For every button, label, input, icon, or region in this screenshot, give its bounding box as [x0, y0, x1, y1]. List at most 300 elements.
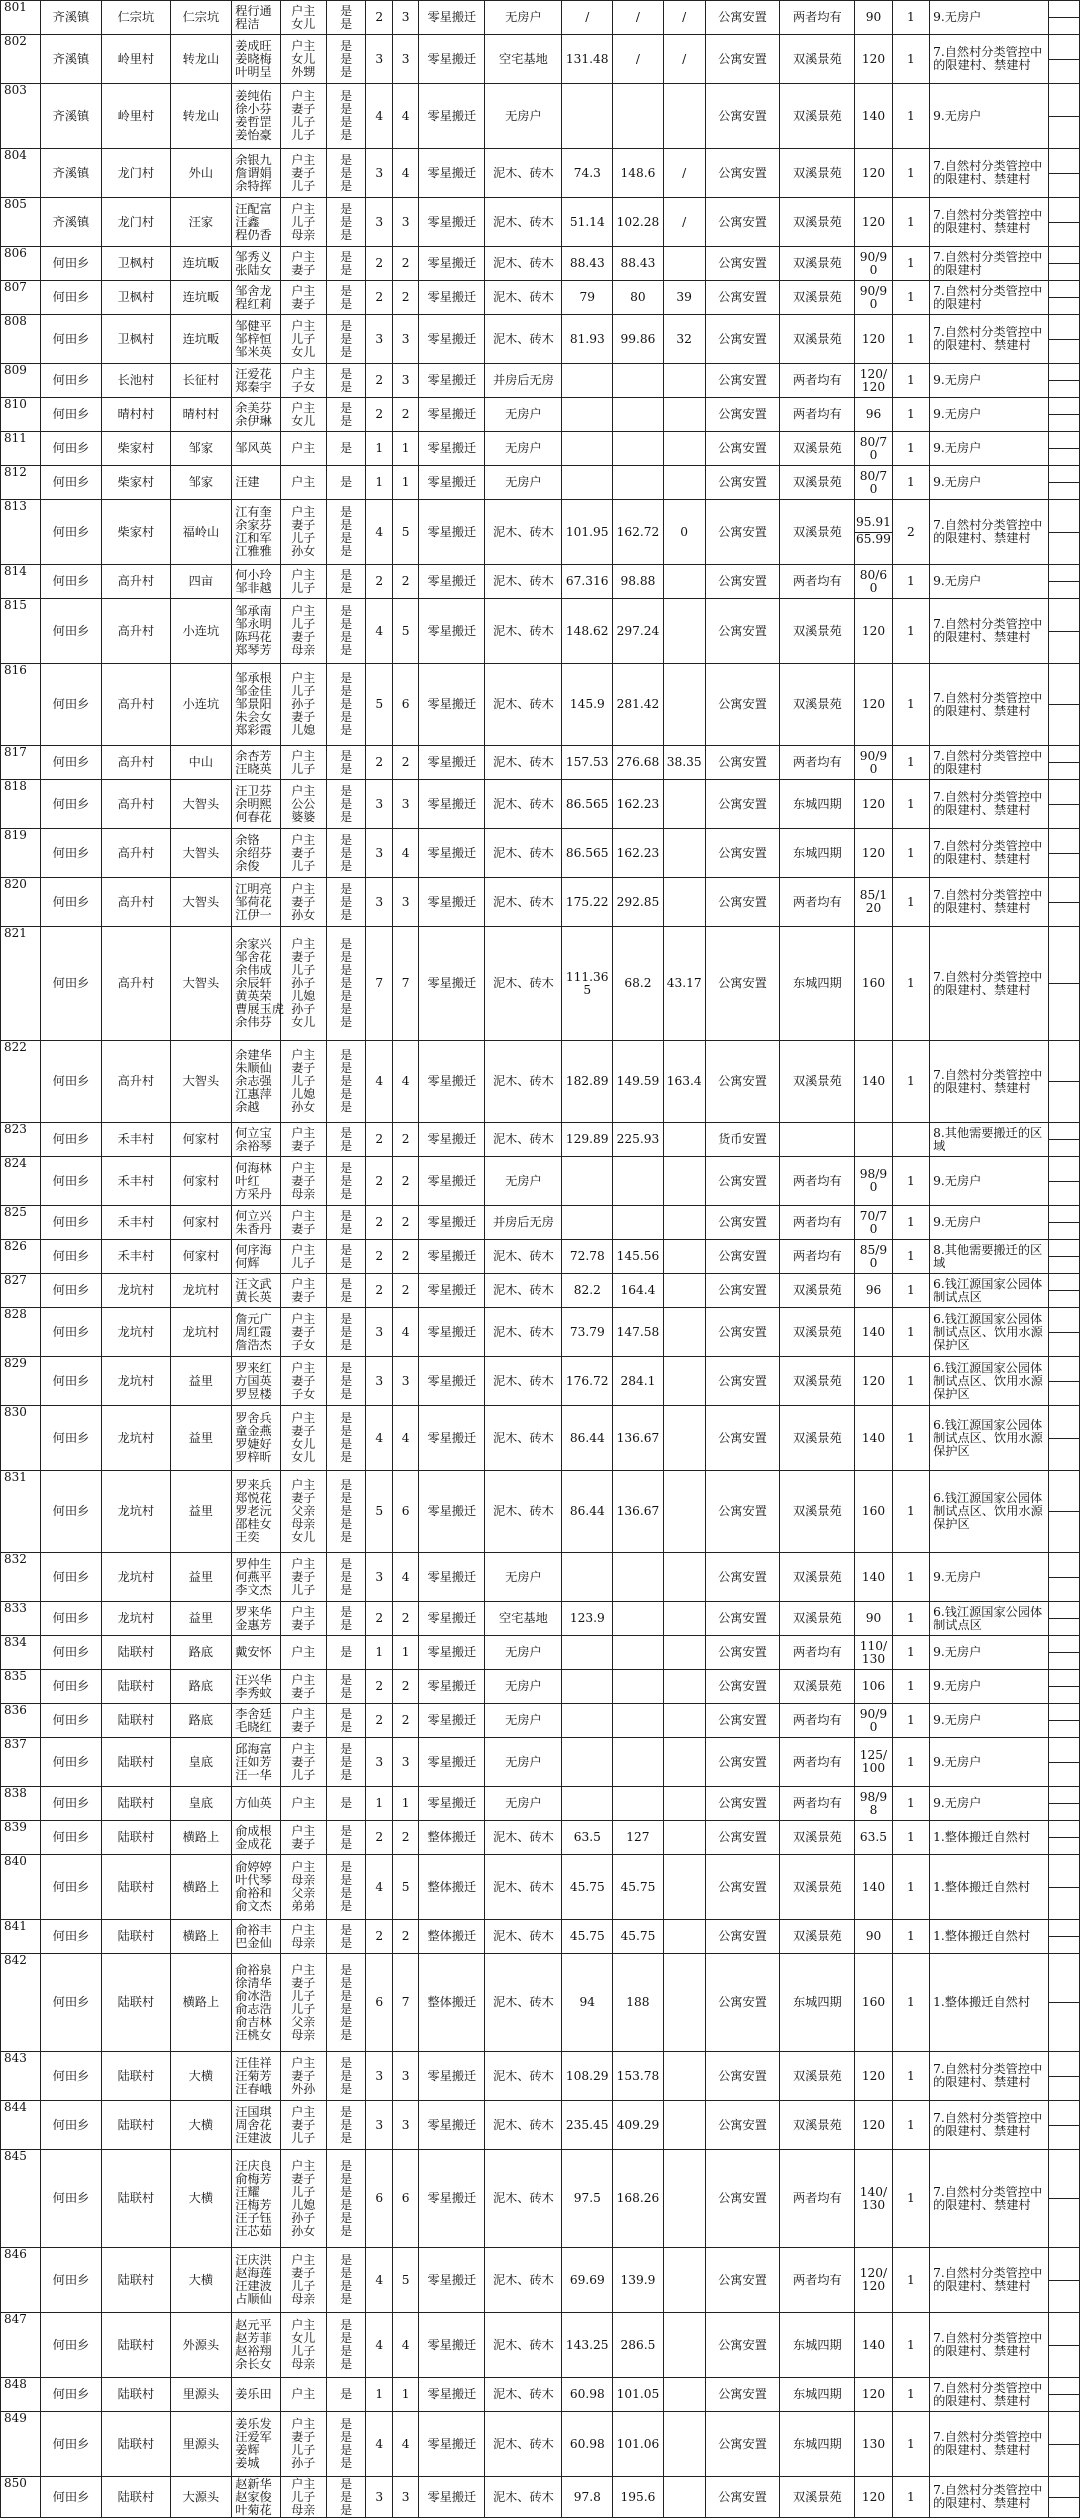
blank-trailing-cell: [1049, 664, 1080, 746]
member-relation: 妻子: [291, 262, 316, 277]
area-2-cell: 147.58: [613, 1308, 664, 1357]
member-name: 罗婕好: [235, 1437, 272, 1451]
group-cell: 大横: [170, 2101, 232, 2150]
apartment-size-cell: 120: [855, 2477, 892, 2518]
area-1-cell: 86.565: [562, 829, 613, 878]
member-name: 余特挥: [235, 178, 272, 193]
house-structure-cell: 空宅基地: [485, 1602, 562, 1636]
resettlement-method-cell: 公寓安置: [705, 1406, 780, 1471]
blank-trailing-cell: [1049, 500, 1080, 565]
member-relations-cell: [280, 398, 326, 432]
member-name: 汪桃女: [235, 2027, 272, 2042]
area-3-cell: [663, 2052, 705, 2101]
member-flag: 是: [340, 2318, 353, 2332]
member-name: 叶明呈: [235, 64, 272, 79]
row-number: 842: [1, 1954, 41, 2052]
group-cell: 龙坑村: [170, 1274, 232, 1308]
group-cell: 横路上: [170, 1855, 232, 1920]
member-name: 李舍廷: [235, 1706, 272, 1721]
blank-subcell: [1049, 1887, 1079, 1904]
area-1-cell: 86.44: [562, 1406, 613, 1471]
table-row: [1, 780, 1080, 829]
blank-subcell: [1049, 1438, 1079, 1455]
household-count-cell: 2: [366, 1602, 392, 1636]
area-2-cell: 162.72: [613, 500, 664, 565]
area-3-cell: [663, 1738, 705, 1787]
member-flags-cell: [326, 2378, 366, 2412]
area-2-cell: 162.23: [613, 780, 664, 829]
resettlement-method-cell: 公寓安置: [705, 315, 780, 364]
village-cell: 陆联村: [102, 2101, 170, 2150]
household-count-cell: 2: [366, 281, 392, 315]
member-flag: 是: [340, 2104, 353, 2119]
blank-trailing-cell: [1049, 1308, 1080, 1357]
blank-subcell: [1049, 2076, 1079, 2093]
member-relation: 儿子: [291, 963, 316, 977]
member-flag: 是: [340, 152, 353, 167]
resettled-count-cell: 3: [392, 198, 418, 247]
group-cell: 外山: [170, 149, 232, 198]
group-cell: 横路上: [170, 1821, 232, 1855]
member-name: 邹舍花: [235, 950, 272, 964]
resettlement-method-cell: 公寓安置: [705, 1602, 780, 1636]
household-count-cell: 5: [366, 1471, 392, 1553]
member-name: 姜怡豪: [235, 128, 272, 142]
area-3-cell: [663, 1920, 705, 1954]
village-cell: 高升村: [102, 746, 170, 780]
relocation-type-cell: 零星搬迁: [419, 746, 485, 780]
member-relations-cell: [280, 1553, 326, 1602]
member-relation: 子女: [291, 1337, 316, 1352]
member-flag: 是: [340, 1767, 353, 1782]
member-name: 俞婷婷: [235, 1860, 272, 1874]
group-cell: 路底: [170, 1670, 232, 1704]
blank-trailing-cell: [1049, 1, 1080, 35]
household-count-cell: 4: [366, 1406, 392, 1471]
member-flag: 是: [340, 2223, 353, 2238]
member-relation: 孙女: [291, 2223, 316, 2238]
township-cell: 齐溪镇: [40, 84, 102, 149]
relocation-type-cell: 零星搬迁: [419, 198, 485, 247]
row-number: 847: [1, 2313, 41, 2378]
area-1-cell: [562, 1670, 613, 1704]
village-cell: 龙门村: [102, 198, 170, 247]
resettlement-site-cell: 双溪景苑: [780, 1855, 855, 1920]
policy-category-cell: 6.钱江源国家公园体制试点区、饮用水源保护区: [930, 1357, 1049, 1406]
member-relations-cell: [280, 2412, 326, 2477]
policy-category-cell: 9.无房户: [930, 398, 1049, 432]
group-cell: 连坑畈: [170, 315, 232, 364]
blank-trailing-cell: [1049, 1157, 1080, 1206]
resettled-count-cell: 3: [392, 1357, 418, 1406]
house-structure-cell: 泥木、砖木: [485, 1123, 562, 1157]
member-flag: 是: [340, 1360, 353, 1375]
member-name: 江惠萍: [235, 1087, 272, 1101]
blank-subcell: [1049, 1240, 1079, 1256]
township-cell: 何田乡: [40, 1636, 102, 1670]
member-name: 余辰轩: [235, 976, 272, 990]
blank-subcell: [1049, 631, 1079, 648]
member-flags-cell: [326, 927, 366, 1041]
resettlement-method-cell: 公寓安置: [705, 1274, 780, 1308]
member-flags-cell: [326, 364, 366, 398]
blank-subcell: [1049, 1290, 1079, 1307]
member-relation: 女儿: [291, 413, 316, 428]
blank-subcell: [1049, 100, 1079, 116]
member-flag: 是: [340, 475, 353, 489]
village-cell: 龙门村: [102, 149, 170, 198]
member-name: 何海林: [235, 1160, 272, 1175]
member-names-cell: [232, 664, 280, 746]
member-name: 姜辉: [235, 2443, 260, 2457]
blank-subcell: [1049, 116, 1079, 133]
blank-trailing-cell: [1049, 2477, 1080, 2518]
member-flags-cell: [326, 84, 366, 149]
table-row: [1, 315, 1080, 364]
apartment-count-cell: 1: [892, 878, 929, 927]
apartment-count-cell: 1: [892, 1855, 929, 1920]
household-count-cell: 2: [366, 398, 392, 432]
resettlement-site-cell: 东城四期: [780, 2313, 855, 2378]
member-name: 邹金佳: [235, 684, 272, 698]
member-name: 朱会女: [235, 710, 272, 724]
blank-subcell: [1049, 1920, 1079, 1936]
household-count-cell: 1: [366, 1636, 392, 1670]
member-flag: 是: [340, 413, 353, 428]
member-relation: 户主: [291, 249, 316, 264]
member-flag: 是: [340, 1125, 353, 1140]
group-cell: 仁宗坑: [170, 1, 232, 35]
resettlement-method-cell: 公寓安置: [705, 599, 780, 664]
township-cell: 何田乡: [40, 599, 102, 664]
resettlement-method-cell: 公寓安置: [705, 1041, 780, 1123]
member-flags-cell: [326, 1920, 366, 1954]
house-structure-cell: 泥木、砖木: [485, 927, 562, 1041]
resettlement-method-cell: 公寓安置: [705, 2248, 780, 2313]
table-row: [1, 1553, 1080, 1602]
blank-subcell: [1049, 1274, 1079, 1290]
member-names-cell: [232, 1406, 280, 1471]
apartment-count-cell: 1: [892, 466, 929, 500]
blank-subcell: [1049, 1821, 1079, 1837]
member-flags-cell: [326, 1553, 366, 1602]
member-flags-cell: [326, 1157, 366, 1206]
row-number: 801: [1, 1, 41, 35]
member-flag: 是: [340, 1002, 353, 1016]
apartment-count-cell: 1: [892, 1206, 929, 1240]
relocation-type-cell: 零星搬迁: [419, 2101, 485, 2150]
relocation-type-cell: 零星搬迁: [419, 1357, 485, 1406]
table-row: [1, 2248, 1080, 2313]
member-relation: 户主: [291, 1706, 316, 1721]
member-relation: 妻子: [291, 1173, 316, 1188]
member-relation: 妻子: [291, 2171, 316, 2186]
member-relation: 父亲: [291, 2014, 316, 2029]
blank-trailing-cell: [1049, 780, 1080, 829]
township-cell: 何田乡: [40, 1670, 102, 1704]
apartment-count-cell: 1: [892, 2101, 929, 2150]
table-row: [1, 1920, 1080, 1954]
row-number: 850: [1, 2477, 41, 2518]
area-1-cell: 45.75: [562, 1855, 613, 1920]
blank-subcell: [1049, 1206, 1079, 1222]
relocation-type-cell: 零星搬迁: [419, 1406, 485, 1471]
resettlement-site-cell: 两者均有: [780, 746, 855, 780]
resettled-count-cell: 4: [392, 829, 418, 878]
apartment-count-cell: 1: [892, 35, 929, 84]
group-cell: 龙坑村: [170, 1308, 232, 1357]
member-relation: 妻子: [291, 1061, 316, 1075]
relocation-type-cell: 零星搬迁: [419, 149, 485, 198]
group-cell: 里源头: [170, 2412, 232, 2477]
member-name: 汪建波: [235, 2279, 272, 2293]
member-name: 罗昱楼: [235, 1386, 272, 1401]
row-number: 833: [1, 1602, 41, 1636]
area-3-cell: [663, 1636, 705, 1670]
house-structure-cell: 无房户: [485, 1636, 562, 1670]
relocation-type-cell: 零星搬迁: [419, 1787, 485, 1821]
member-flag: 是: [340, 2197, 353, 2212]
table-row: [1, 1157, 1080, 1206]
area-3-cell: /: [663, 35, 705, 84]
apartment-count-cell: 1: [892, 927, 929, 1041]
member-relation: 母亲: [291, 2502, 316, 2517]
apartment-size-cell: 140: [855, 2313, 892, 2378]
member-flag: 是: [340, 16, 353, 31]
row-number: 827: [1, 1274, 41, 1308]
house-structure-cell: 无房户: [485, 466, 562, 500]
area-2-cell: 99.86: [613, 315, 664, 364]
member-names-cell: [232, 1274, 280, 1308]
apartment-size-cell: 140/130: [855, 2150, 892, 2248]
member-name: 邹承根: [235, 671, 272, 685]
area-2-cell: 284.1: [613, 1357, 664, 1406]
member-relation: 妻子: [291, 845, 316, 860]
area-3-cell: [663, 1406, 705, 1471]
area-3-cell: [663, 1855, 705, 1920]
group-cell: 益里: [170, 1602, 232, 1636]
household-count-cell: 5: [366, 664, 392, 746]
member-flag: 是: [340, 1186, 353, 1201]
blank-subcell: [1049, 323, 1079, 339]
household-count-cell: 4: [366, 599, 392, 664]
group-cell: 邹家: [170, 432, 232, 466]
blank-trailing-cell: [1049, 1855, 1080, 1920]
policy-category-cell: 7.自然村分类管控中的限建村、禁建村: [930, 664, 1049, 746]
blank-trailing-cell: [1049, 1471, 1080, 1553]
village-cell: 禾丰村: [102, 1123, 170, 1157]
relocation-type-cell: 零星搬迁: [419, 565, 485, 599]
area-3-cell: [663, 1954, 705, 2052]
apartment-count-cell: 1: [892, 829, 929, 878]
resettled-count-cell: 2: [392, 1206, 418, 1240]
member-names-cell: [232, 1357, 280, 1406]
member-flag: 是: [340, 2357, 353, 2371]
house-structure-cell: 泥木、砖木: [485, 829, 562, 878]
resettlement-method-cell: 公寓安置: [705, 1954, 780, 2052]
relocation-type-cell: 零星搬迁: [419, 664, 485, 746]
blank-trailing-cell: [1049, 1406, 1080, 1471]
member-name: 詹浩杰: [235, 1337, 272, 1352]
member-relation: 妻子: [291, 1289, 316, 1304]
blank-subcell: [1049, 173, 1079, 190]
area-3-cell: [663, 2378, 705, 2412]
member-flags-cell: [326, 1787, 366, 1821]
area-2-cell: 98.88: [613, 565, 664, 599]
household-count-cell: 3: [366, 1308, 392, 1357]
village-cell: 陆联村: [102, 2378, 170, 2412]
member-name: 余家兴: [235, 937, 272, 951]
apartment-size-cell: 85/120: [855, 878, 892, 927]
member-names-cell: [232, 1041, 280, 1123]
resettlement-site-cell: 东城四期: [780, 829, 855, 878]
member-relations-cell: [280, 2052, 326, 2101]
village-cell: 陆联村: [102, 2052, 170, 2101]
table-row: [1, 927, 1080, 1041]
member-name: 赵海莲: [235, 2266, 272, 2280]
resettlement-method-cell: 公寓安置: [705, 1636, 780, 1670]
blank-subcell: [1049, 247, 1079, 263]
policy-category-cell: 8.其他需要搬迁的区域: [930, 1123, 1049, 1157]
area-1-cell: 129.89: [562, 1123, 613, 1157]
blank-subcell: [1049, 1618, 1079, 1635]
member-flag: 是: [340, 796, 353, 811]
house-structure-cell: 泥木、砖木: [485, 1406, 562, 1471]
member-name: 赵家俊: [235, 2489, 272, 2504]
blank-subcell: [1049, 746, 1079, 762]
blank-subcell: [1049, 837, 1079, 853]
house-structure-cell: 泥木、砖木: [485, 281, 562, 315]
apartment-size-cell: 140: [855, 1855, 892, 1920]
member-relations-cell: [280, 1240, 326, 1274]
resettlement-site-cell: 双溪景苑: [780, 84, 855, 149]
group-cell: 益里: [170, 1406, 232, 1471]
resettlement-method-cell: 公寓安置: [705, 2101, 780, 2150]
apartment-size-cell: 96: [855, 398, 892, 432]
member-name: 汪庆洪: [235, 2253, 272, 2267]
policy-category-cell: 8.其他需要搬迁的区域: [930, 1240, 1049, 1274]
township-cell: 何田乡: [40, 1157, 102, 1206]
house-structure-cell: 无房户: [485, 1157, 562, 1206]
blank-trailing-cell: [1049, 2052, 1080, 2101]
township-cell: 何田乡: [40, 746, 102, 780]
member-name: 罗来兵: [235, 1478, 272, 1492]
area-3-cell: [663, 1787, 705, 1821]
village-cell: 禾丰村: [102, 1240, 170, 1274]
member-flag: 是: [340, 1061, 353, 1075]
member-relation: 儿子: [291, 2489, 316, 2504]
table-row: [1, 364, 1080, 398]
member-flag: 是: [340, 366, 353, 381]
member-relations-cell: [280, 829, 326, 878]
township-cell: 何田乡: [40, 1855, 102, 1920]
relocation-type-cell: 整体搬迁: [419, 1920, 485, 1954]
resettled-count-cell: 4: [392, 1406, 418, 1471]
village-cell: 卫枫村: [102, 281, 170, 315]
member-flag: 是: [340, 845, 353, 860]
area-1-cell: [562, 1206, 613, 1240]
member-name: 江明亮: [235, 881, 272, 896]
household-count-cell: 3: [366, 2052, 392, 2101]
member-flag: 是: [340, 2253, 353, 2267]
relocation-type-cell: 零星搬迁: [419, 247, 485, 281]
blank-trailing-cell: [1049, 198, 1080, 247]
resettlement-site-cell: 双溪景苑: [780, 2101, 855, 2150]
house-structure-cell: 无房户: [485, 432, 562, 466]
resettlement-site-cell: 两者均有: [780, 1636, 855, 1670]
row-number: 828: [1, 1308, 41, 1357]
row-number: 841: [1, 1920, 41, 1954]
member-names-cell: [232, 780, 280, 829]
member-flags-cell: [326, 466, 366, 500]
member-flag: 是: [340, 214, 353, 229]
group-cell: 四亩: [170, 565, 232, 599]
member-flags-cell: [326, 1855, 366, 1920]
blank-subcell: [1049, 222, 1079, 239]
member-names-cell: [232, 599, 280, 664]
member-relations-cell: [280, 1855, 326, 1920]
resettled-count-cell: 4: [392, 1041, 418, 1123]
resettlement-site-cell: 两者均有: [780, 1, 855, 35]
township-cell: 何田乡: [40, 780, 102, 829]
member-flags-cell: [326, 1041, 366, 1123]
township-cell: 何田乡: [40, 1357, 102, 1406]
member-flags-cell: [326, 2150, 366, 2248]
household-count-cell: 7: [366, 927, 392, 1041]
row-number: 829: [1, 1357, 41, 1406]
area-1-cell: 145.9: [562, 664, 613, 746]
member-names-cell: [232, 1954, 280, 2052]
apartment-size-cell: 120: [855, 2101, 892, 2150]
policy-category-cell: 7.自然村分类管控中的限建村、禁建村: [930, 35, 1049, 84]
member-flags-cell: [326, 878, 366, 927]
blank-subcell: [1049, 762, 1079, 779]
member-names-cell: [232, 466, 280, 500]
area-2-cell: 164.4: [613, 1274, 664, 1308]
apartment-size-cell: 90: [855, 1920, 892, 1954]
member-relation: 户主: [291, 1922, 316, 1937]
policy-category-cell: 9.无房户: [930, 1157, 1049, 1206]
resettlement-site-cell: 两者均有: [780, 878, 855, 927]
member-flags-cell: [326, 1, 366, 35]
resettled-count-cell: 3: [392, 315, 418, 364]
member-flag: 是: [340, 2292, 353, 2306]
member-flag: 是: [340, 1873, 353, 1887]
resettlement-method-cell: 公寓安置: [705, 2378, 780, 2412]
member-name: 汪菊芳: [235, 2068, 272, 2083]
apartment-size-cell: 120: [855, 35, 892, 84]
area-2-cell: 409.29: [613, 2101, 664, 2150]
blank-trailing-cell: [1049, 1274, 1080, 1308]
resettlement-site-cell: 双溪景苑: [780, 1670, 855, 1704]
member-relation: 妻子: [291, 1373, 316, 1388]
apartment-count-cell: 1: [892, 1704, 929, 1738]
blank-subcell: [1049, 1316, 1079, 1332]
apartment-count-cell: 1: [892, 2150, 929, 2248]
member-flags-cell: [326, 746, 366, 780]
township-cell: 何田乡: [40, 1602, 102, 1636]
member-flag: 是: [340, 1478, 353, 1492]
policy-category-cell: 9.无房户: [930, 364, 1049, 398]
area-1-cell: 81.93: [562, 315, 613, 364]
member-flag: 是: [340, 531, 353, 545]
policy-category-cell: 9.无房户: [930, 1206, 1049, 1240]
township-cell: 何田乡: [40, 500, 102, 565]
area-1-cell: 60.98: [562, 2412, 613, 2477]
member-flags-cell: [326, 565, 366, 599]
member-flag: 是: [340, 1424, 353, 1438]
member-name: 余越: [235, 1100, 260, 1114]
